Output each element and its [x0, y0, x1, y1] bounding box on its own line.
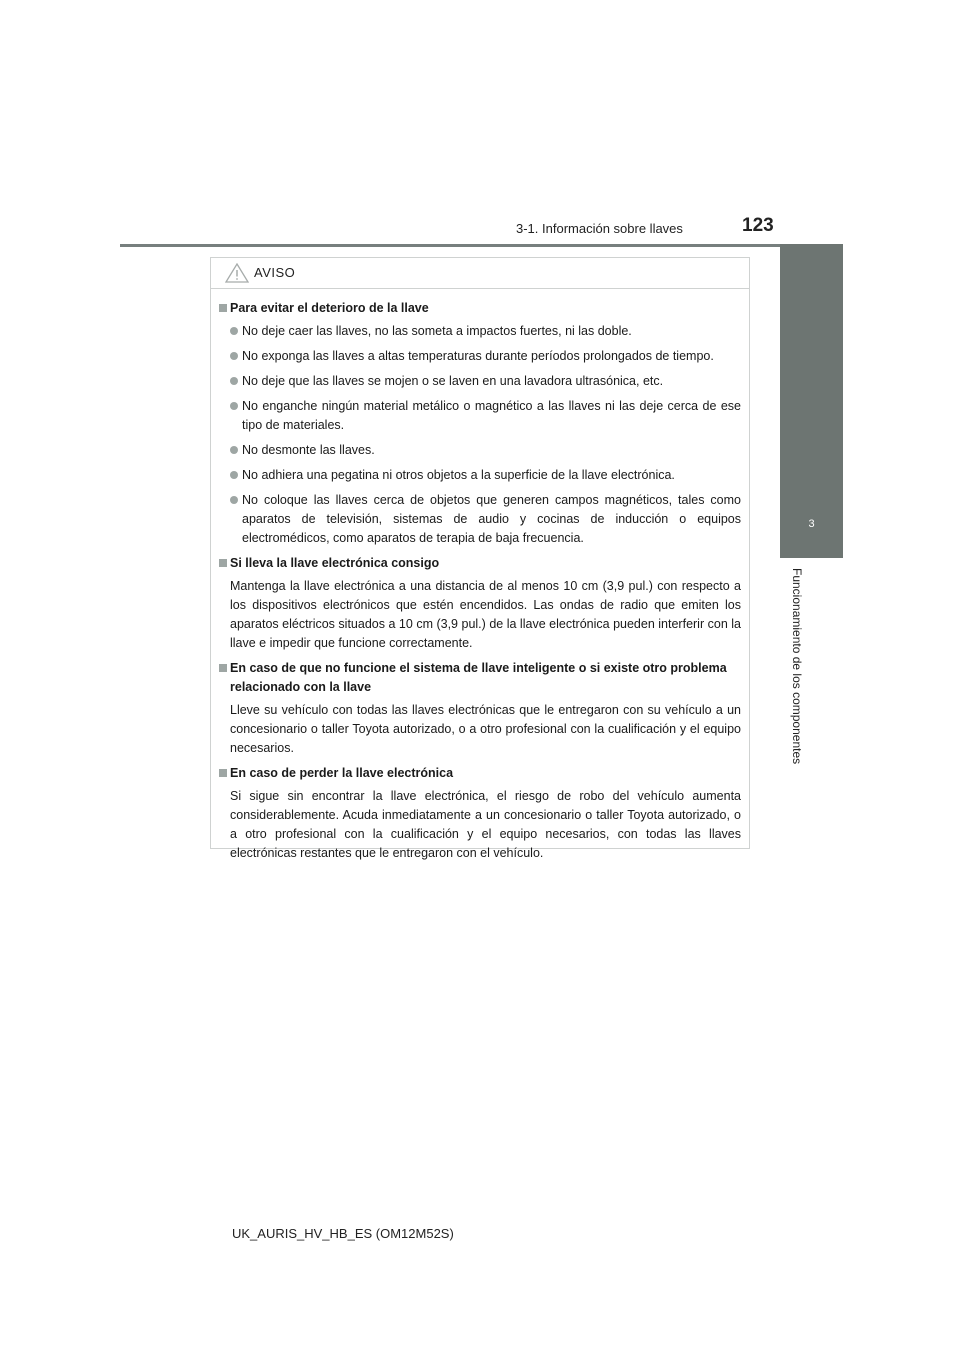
warning-label: AVISO: [254, 265, 296, 280]
list-item: No exponga las llaves a altas temperaturas durante períodos prolongados de tiempo.: [219, 347, 741, 366]
bullet-icon: [230, 327, 238, 335]
document-code: UK_AURIS_HV_HB_ES (OM12M52S): [232, 1226, 454, 1241]
chapter-tab: [780, 498, 843, 558]
warning-header: [211, 258, 749, 289]
section-text: Mantenga la llave electrónica a una distancia de al menos 10 cm (3,9 pul.) con respecto a los dispositivos electrónicos que estén encendidos. Las ondas de radio que emiten los aparatos eléctricos situados a 10 cm (3,9 pul.) de la llave electrónica pueden interferir con la llave e impedir que funcione correctamente.: [230, 579, 741, 650]
warning-section: [219, 299, 741, 548]
list-item: No adhiera una pegatina ni otros objetos a la superficie de la llave electrónica.: [219, 466, 741, 485]
warning-body: [211, 289, 749, 863]
list-item: No deje que las llaves se mojen o se laven en una lavadora ultrasónica, etc.: [219, 372, 741, 391]
section-text: Lleve su vehículo con todas las llaves electrónicas que le entregaron con su vehículo a un concesionario o taller Toyota autorizado, o a otro profesional con la cualificación y el equipo necesarios.: [230, 703, 741, 755]
square-bullet-icon: [219, 664, 227, 672]
section-title: En caso de perder la llave electrónica: [219, 764, 741, 783]
square-bullet-icon: [219, 304, 227, 312]
section-title: Para evitar el deterioro de la llave: [219, 299, 741, 318]
chapter-number: 3: [808, 518, 815, 530]
section-title: En caso de que no funcione el sistema de llave inteligente o si existe otro problema relacionado con la llave: [219, 659, 741, 697]
list-item: No deje caer las llaves, no las someta a impactos fuertes, ni las doble.: [219, 322, 741, 341]
list-item: No desmonte las llaves.: [219, 441, 741, 460]
side-tab-bar: [780, 244, 843, 498]
chapter-title: Funcionamiento de los componentes: [790, 568, 804, 765]
warning-section: [219, 659, 741, 758]
section-text: Si sigue sin encontrar la llave electrónica, el riesgo de robo del vehículo aumenta considerablemente. Acuda inmediatamente a un concesionario o taller Toyota autorizado, o a otro profesional con la cualificación y el equipo necesarios, con todas las llaves electrónicas restantes que le entregaron con el vehículo.: [230, 789, 741, 860]
list-item: No enganche ningún material metálico o magnético a las llaves ni las deje cerca de ese tipo de materiales.: [219, 397, 741, 435]
bullet-icon: [230, 402, 238, 410]
warning-box: [210, 257, 750, 860]
warning-section: [219, 764, 741, 863]
bullet-icon: [230, 446, 238, 454]
list-item: No coloque las llaves cerca de objetos que generen campos magnéticos, tales como aparatos de televisión, sistemas de audio y cocinas de inducción o equipos electromédicos, como aparatos de terapia de baja frecuencia.: [219, 491, 741, 548]
bullet-icon: [230, 471, 238, 479]
header-rule: [120, 244, 843, 247]
square-bullet-icon: [219, 559, 227, 567]
bullet-icon: [230, 496, 238, 504]
warning-triangle-icon: [225, 263, 249, 283]
bullet-icon: [230, 377, 238, 385]
page-number: 123: [742, 215, 774, 236]
section-title: Si lleva la llave electrónica consigo: [219, 554, 741, 573]
warning-section: [219, 554, 741, 653]
section-heading: 3-1. Información sobre llaves: [516, 221, 683, 236]
square-bullet-icon: [219, 769, 227, 777]
bullet-icon: [230, 352, 238, 360]
